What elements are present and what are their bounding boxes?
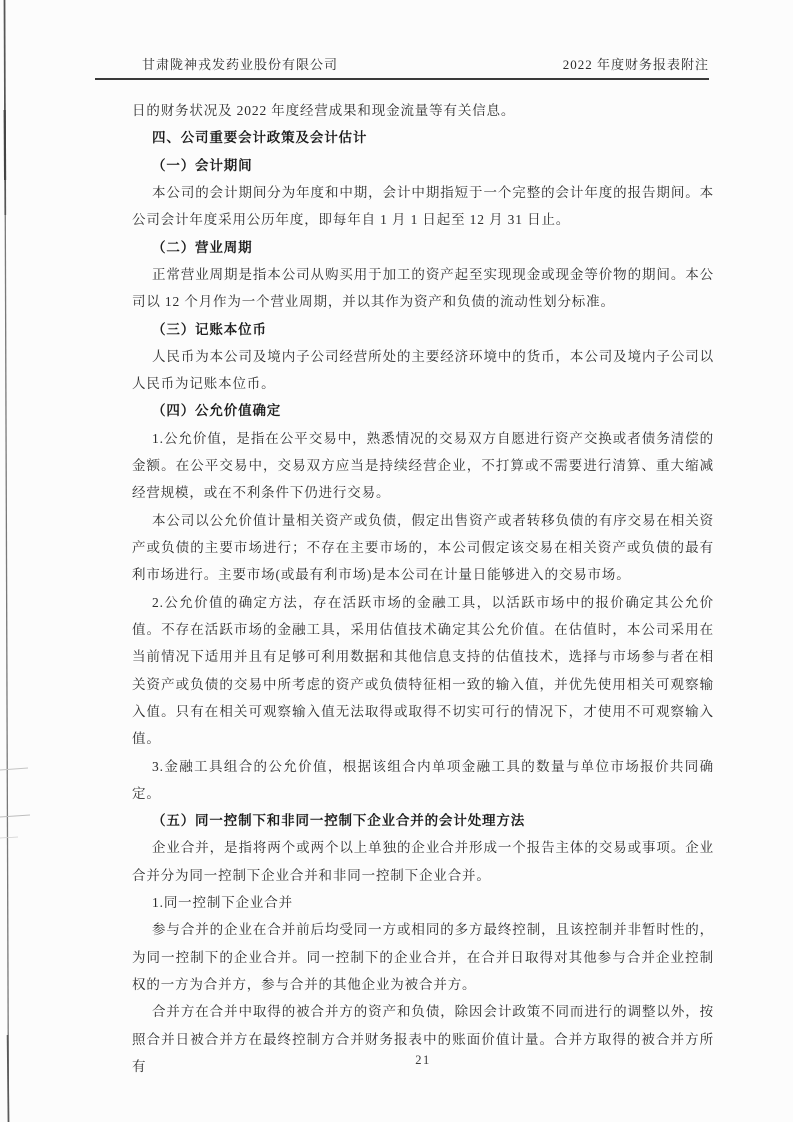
scan-edge-artifact xyxy=(0,0,40,1122)
paragraph: 人民币为本公司及境内子公司经营所处的主要经济环境中的货币，本公司及境内子公司以人民币为记账本位币。 xyxy=(132,348,714,392)
subsection-heading-4: （四）公允价值确定 xyxy=(152,403,282,419)
paragraph-item-1b: 1.同一控制下企业合并 xyxy=(152,895,293,911)
paragraph-item-2: 2.公允价值的确定方法，存在活跃市场的金融工具，以活跃市场中的报价确定其公允价值。不存在活跃市场的金融工具，采用估值技术确定其公允价值。在估值时，本公司采用在当前情况下适用并且有足够可利用数据和其他信息支持的估值技术，选择与市场参与者在相关资产或负债的交易中所考虑的资产或负债特征相一致的输入值，并优先使用相关可观察输入值。只有在相关可观察输入值无法取得或取得不切实可行的情况下，才使用不可观察输入值。 xyxy=(132,594,714,747)
subsection-heading-5: （五）同一控制下和非同一控制下企业合并的会计处理方法 xyxy=(152,813,526,829)
paragraph-truncated: 合并方在合并中取得的被合并方的资产和负债，除因会计政策不同而进行的调整以外，按照合并日被合并方在最终控制方合并财务报表中的账面价值计量。合并方取得的被合并方所有 xyxy=(132,1004,714,1074)
section-heading-4: 四、公司重要会计政策及会计估计 xyxy=(152,130,368,146)
paragraph-continuation: 日的财务状况及 2022 年度经营成果和现金流量等有关信息。 xyxy=(132,103,516,118)
company-name: 甘肃陇神戎发药业股份有限公司 xyxy=(142,57,339,72)
report-title: 2022 年度财务报表附注 xyxy=(562,57,709,72)
paragraph: 正常营业周期是指本公司从购买用于加工的资产起至实现现金或现金等价物的期间。本公司以 12 个月作为一个营业周期，并以其作为资产和负债的流动性划分标准。 xyxy=(132,266,714,310)
paragraph-item-1: 1.公允价值，是指在公平交易中，熟悉情况的交易双方自愿进行资产交换或者债务清偿的金额。在公平交易中，交易双方应当是持续经营企业，不打算或不需要进行清算、重大缩减经营规模，或在不利条件下仍进行交易。 xyxy=(132,430,714,501)
page-header xyxy=(95,54,709,80)
subsection-heading-1: （一）会计期间 xyxy=(152,157,253,173)
paragraph: 参与合并的企业在合并前后均受同一方或相同的多方最终控制，且该控制并非暂时性的，为同一控制下的企业合并。同一控制下的企业合并，在合并日取得对其他参与合并企业控制权的一方为合并方，参与合并的其他企业为被合并方。 xyxy=(132,922,714,992)
paragraph: 本公司以公允价值计量相关资产或负债，假定出售资产或者转移负债的有序交易在相关资产或负债的主要市场进行；不存在主要市场的，本公司假定该交易在相关资产或负债的最有利市场进行。主要市场(或最有利市场)是本公司在计量日能够进入的交易市场。 xyxy=(132,512,714,583)
paragraph: 企业合并，是指将两个或两个以上单独的企业合并形成一个报告主体的交易或事项。企业合并分为同一控制下企业合并和非同一控制下企业合并。 xyxy=(132,840,714,883)
subsection-heading-3: （三）记账本位币 xyxy=(152,321,267,337)
document-body xyxy=(132,97,714,1080)
subsection-heading-2: （二）营业周期 xyxy=(152,239,253,255)
page-number: 21 xyxy=(415,1053,431,1067)
paragraph-item-3: 3.金融工具组合的公允价值，根据该组合内单项金融工具的数量与单位市场报价共同确定。 xyxy=(132,758,714,801)
paragraph: 本公司的会计期间分为年度和中期，会计中期指短于一个完整的会计年度的报告期间。本公司会计年度采用公历年度，即每年自 1 月 1 日起至 12 月 31 日止。 xyxy=(132,184,714,228)
